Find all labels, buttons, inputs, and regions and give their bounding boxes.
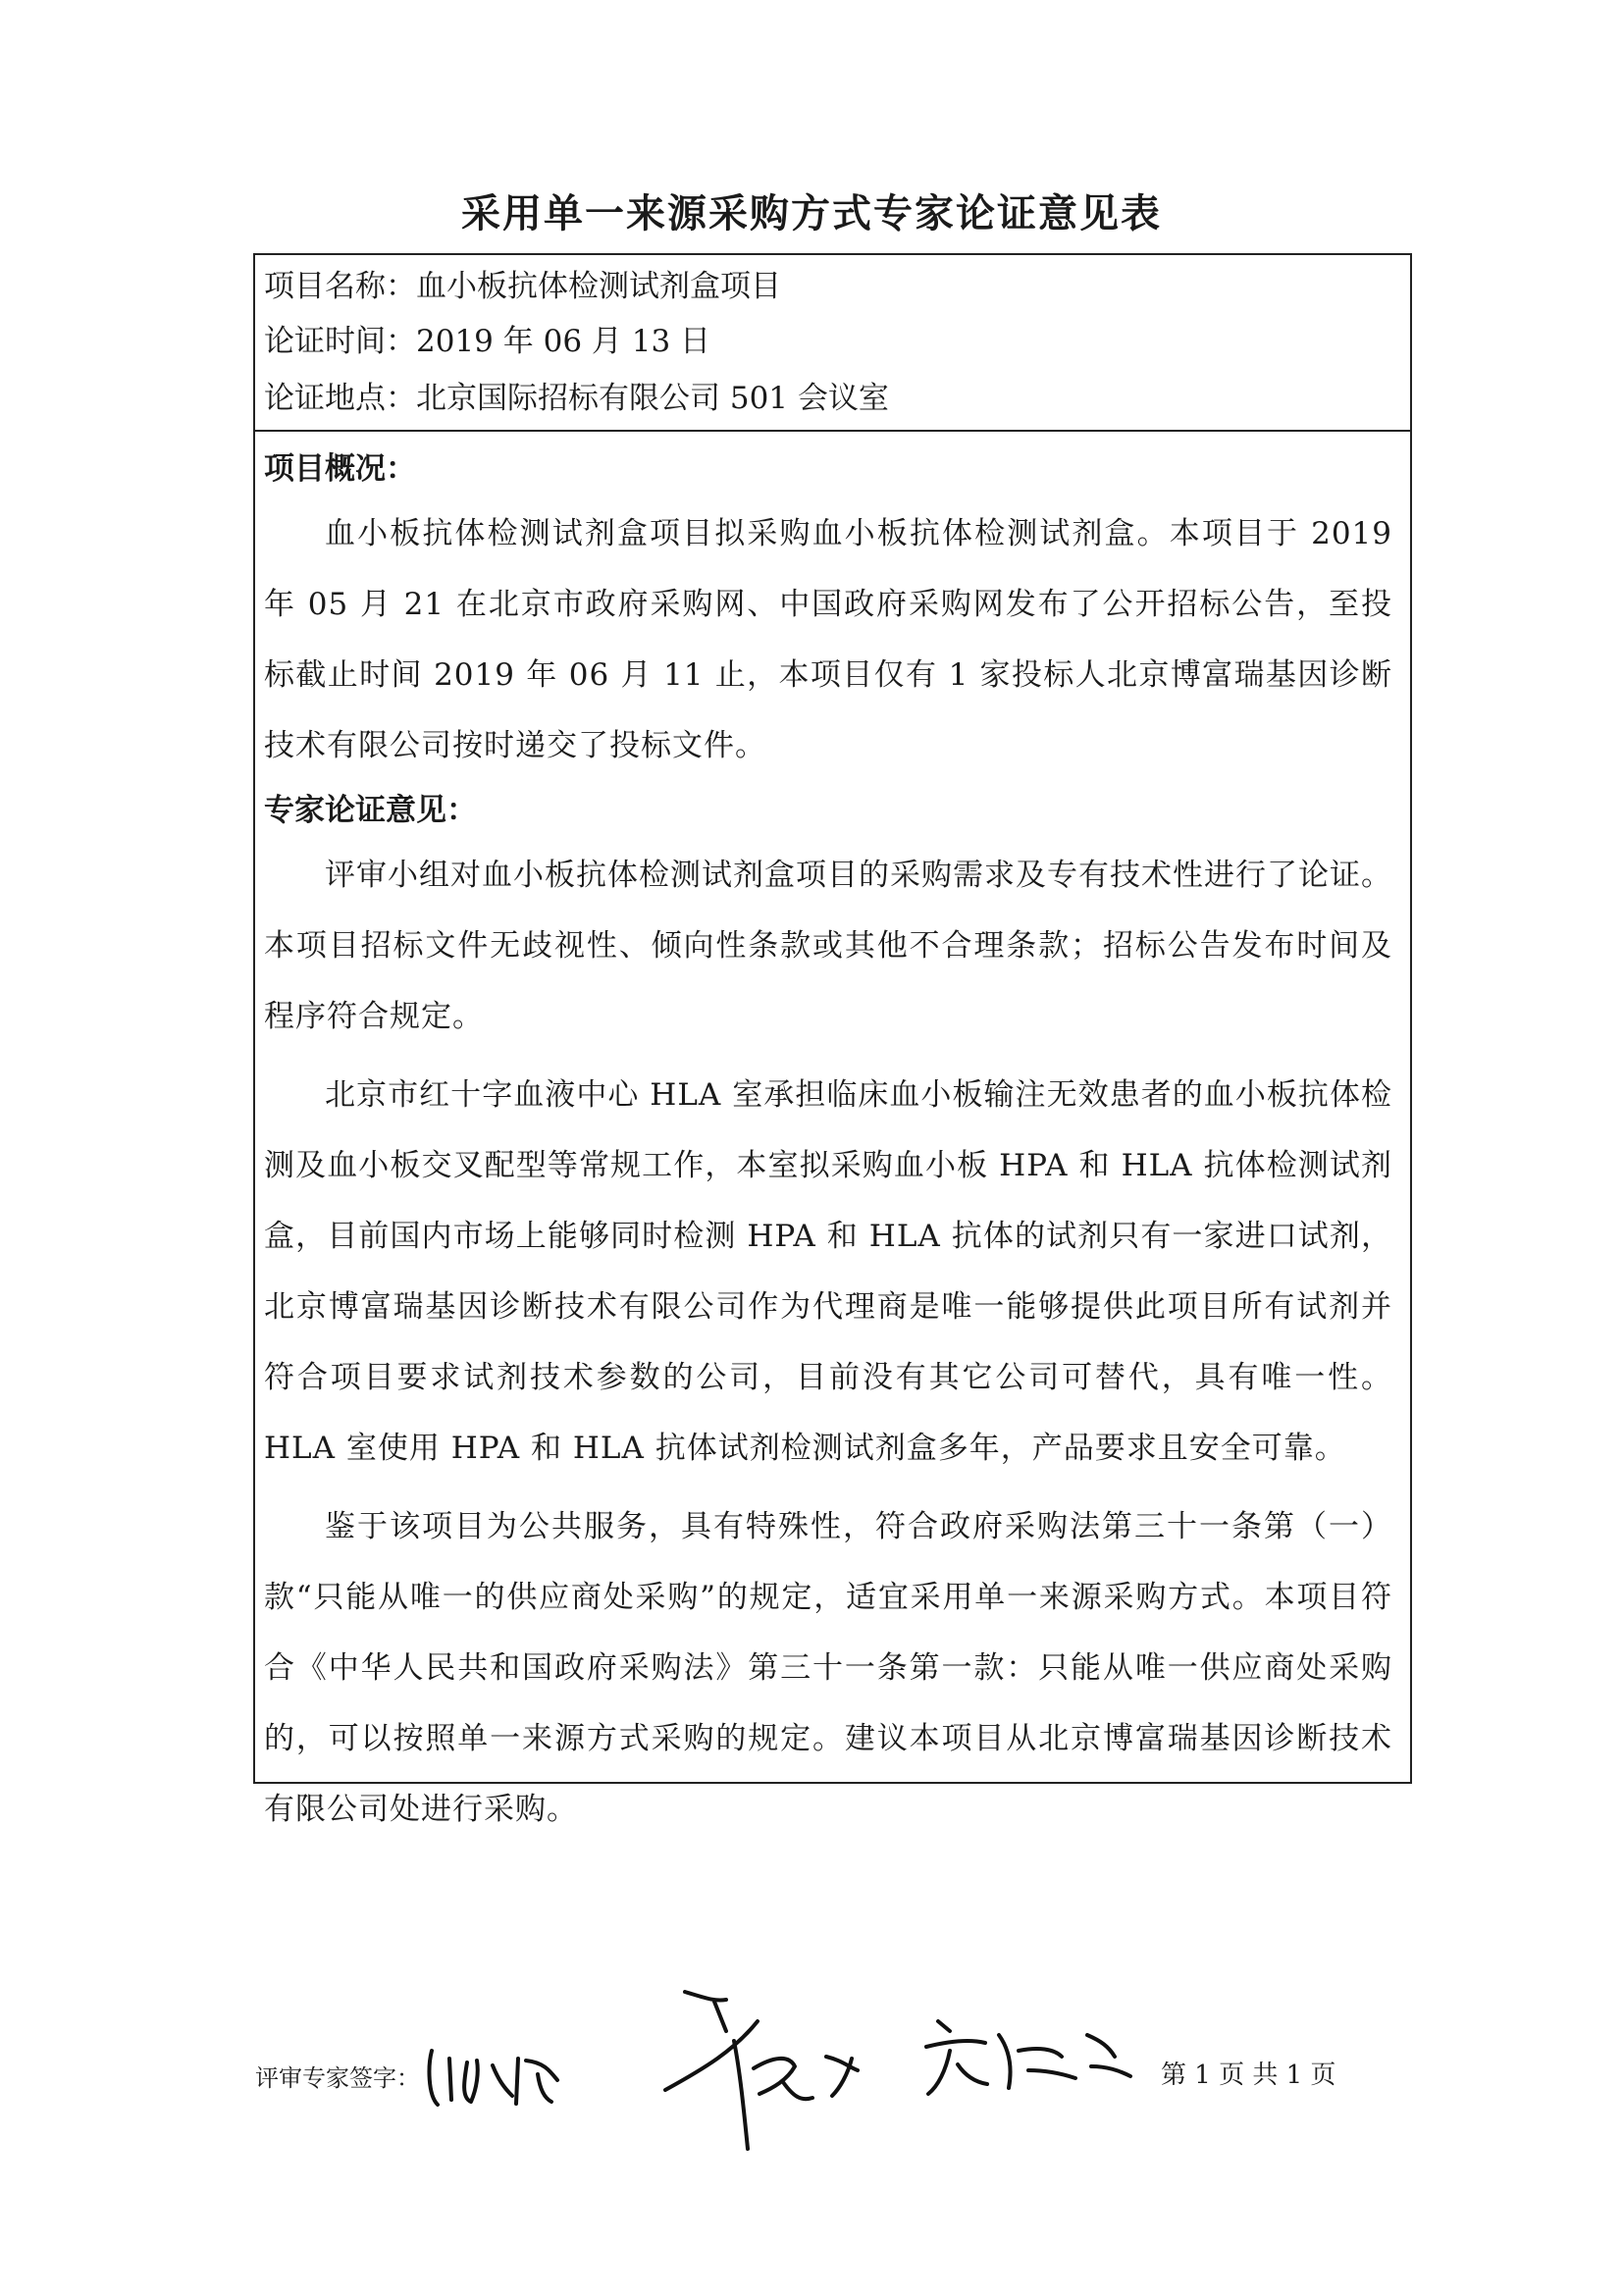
handwritten-signatures [420,1972,1146,2168]
overview-paragraph: 血小板抗体检测试剂盒项目拟采购血小板抗体检测试剂盒。本项目于 2019 年 05 月 21 在北京市政府采购网、中国政府采购网发布了公开招标公告，至投标截止时间 2019 年 06 月 11 止，本项目仅有 1 家投标人北京博富瑞基因诊断技术有限公司按时递交了投标文件。 [264,516,1392,763]
form-table [253,253,1412,1827]
form-body-section [255,432,1410,1852]
project-name-row [264,265,781,308]
location-label: 论证地点： [264,381,416,416]
page-number: 第 1 页 共 1 页 [1161,2061,1336,2090]
date-label: 论证时间： [264,324,416,359]
opinion-heading: 专家论证意见： [264,793,477,828]
signature-stroke [926,2021,1130,2094]
page-title: 采用单一来源采购方式专家论证意见表 [461,191,1162,236]
opinion-paragraph: 评审小组对血小板抗体检测试剂盒项目的采购需求及专有技术性进行了论证。本项目招标文件无歧视性、倾向性条款或其他不合理条款；招标公告发布时间及程序符合规定。 [264,858,1392,1034]
signature-stroke [665,1992,858,2149]
signature-stroke [430,2051,557,2105]
project-name-label: 项目名称： [264,269,416,304]
signature-label: 评审专家签字： [255,2064,420,2092]
location-value: 北京国际招标有限公司 501 会议室 [416,381,889,416]
overview-heading: 项目概况： [264,451,416,487]
project-name-value: 血小板抗体检测试剂盒项目 [416,269,781,304]
opinion-paragraph: 北京市红十字血液中心 HLA 室承担临床血小板输注无效患者的血小板抗体检测及血小板交叉配型等常规工作，本室拟采购血小板 HPA 和 HLA 抗体检测试剂盒，目前国内市场上能够同时检测 HPA 和 HLA 抗体的试剂只有一家进口试剂，北京博富瑞基因诊断技术有限公司作为代理商是唯一能够提供此项目所有试剂并符合项目要求试剂技术参数的公司，目前没有其它公司可替代，具有唯一性。HLA 室使用 HPA 和 HLA 抗体试剂检测试剂盒多年，产品要求且安全可靠。 [264,1077,1392,1466]
opinion-paragraph: 鉴于该项目为公共服务，具有特殊性，符合政府采购法第三十一条第（一）款“只能从唯一的供应商处采购”的规定，适宜采用单一来源采购方式。本项目符合《中华人民共和国政府采购法》第三十一条第一款：只能从唯一供应商处采购的，可以按照单一来源方式采购的规定。建议本项目从北京博富瑞基因诊断技术有限公司处进行采购。 [264,1509,1392,1827]
date-row [264,320,710,363]
date-value: 2019 年 06 月 13 日 [416,324,711,359]
location-row [264,377,889,420]
form-header-section [255,255,1410,432]
